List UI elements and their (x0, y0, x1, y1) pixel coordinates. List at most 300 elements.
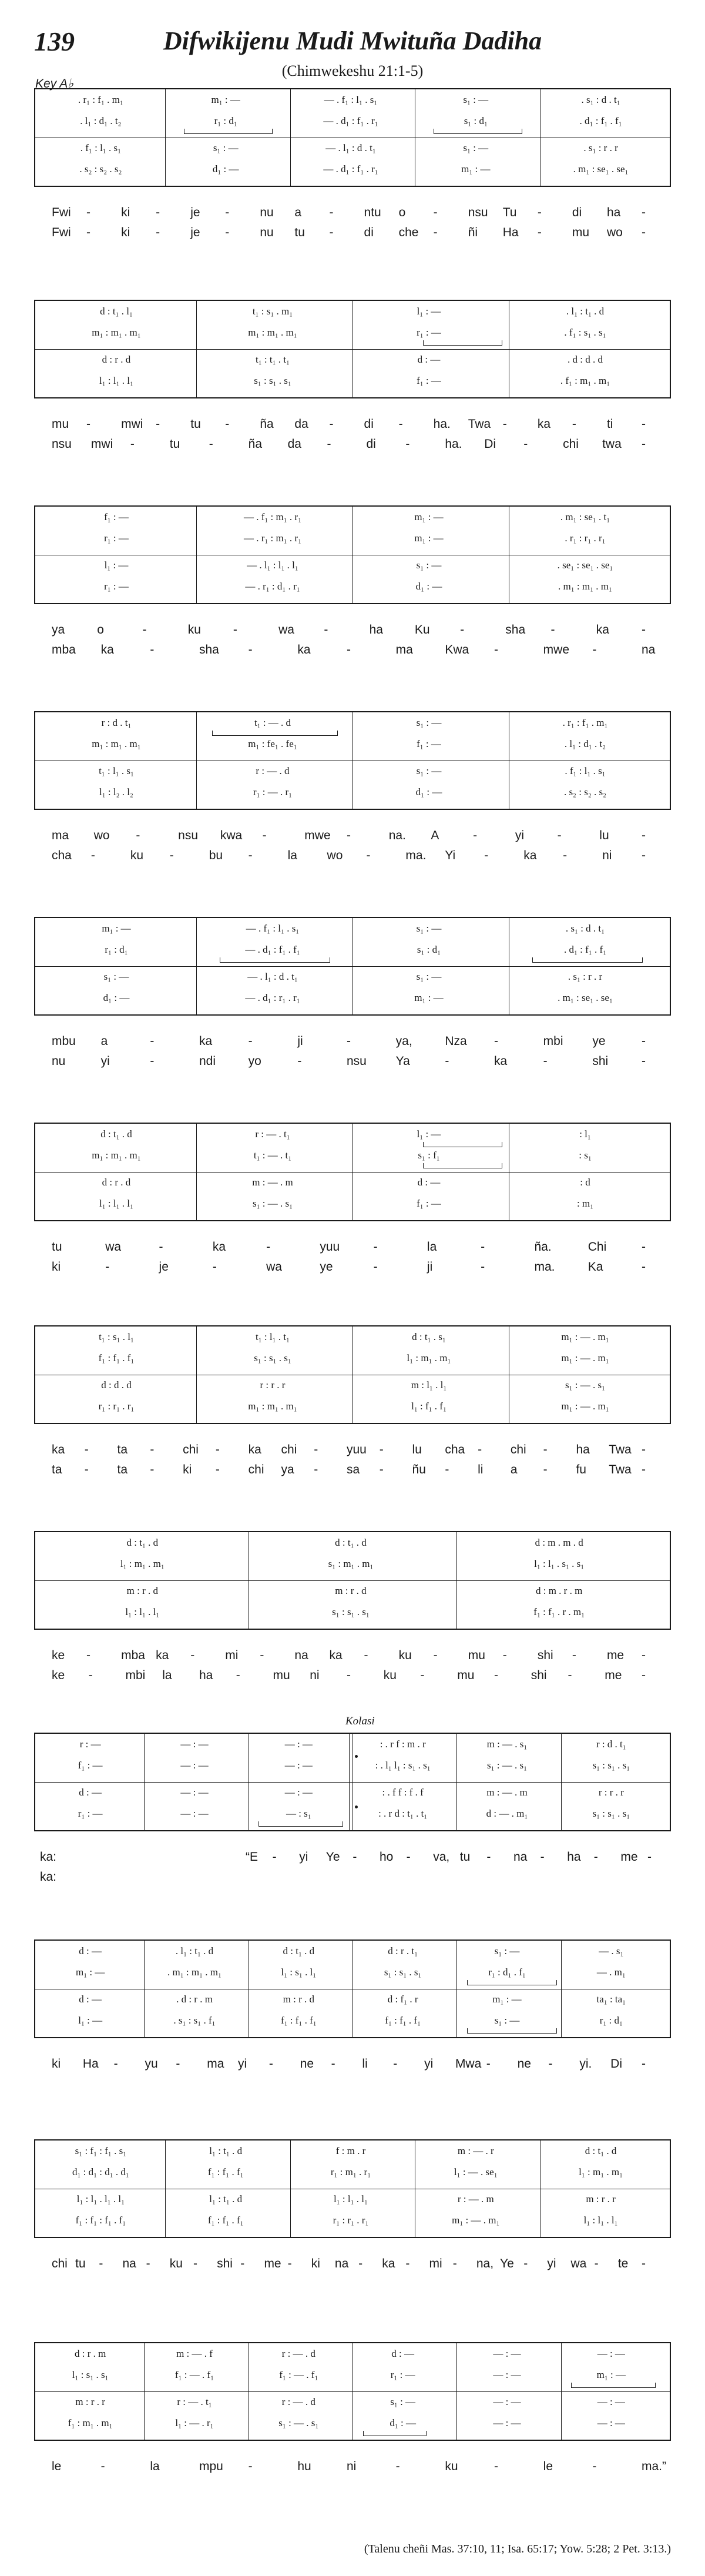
measure-notes: m₁ : — . m₁ (452, 2215, 500, 2226)
hyphen: - (347, 643, 351, 656)
measure-notes: r : d . t₁ (101, 717, 132, 728)
lyric-syllable: mi (429, 2257, 442, 2270)
lyric-syllable: mbi (125, 1669, 146, 1682)
voice-row (40, 1147, 665, 1164)
lyric-line (34, 641, 671, 659)
lyric-syllable: Kwa (445, 643, 469, 656)
lyric-syllable: ka (523, 849, 537, 862)
measure-notes: r₁ : d₁ . f₁ (488, 1967, 526, 1978)
lyric-syllable: ye (320, 1260, 333, 1274)
measure-notes: s₁ : — (494, 2015, 520, 2026)
hyphen: - (240, 2257, 245, 2270)
lyric-syllable: ka: (40, 1870, 57, 1884)
voice-row (40, 324, 665, 341)
hyphen: - (364, 1649, 368, 1662)
hyphen: - (272, 1850, 277, 1864)
lyric-syllable: li (478, 1463, 484, 1476)
measure-notes: d₁ : d₁ : d₁ . d₁ (72, 2166, 129, 2178)
measure-notes: . r₁ : f₁ . m₁ (562, 717, 608, 728)
measure-notes: . f₁ : l₁ . s₁ (565, 765, 606, 776)
hyphen: - (502, 1649, 507, 1662)
measure-notes: f₁ : — . f₁ (279, 2369, 318, 2380)
measure-notes: m : — . r (457, 2145, 494, 2156)
hyphen: - (642, 1034, 646, 1048)
measure-notes: f₁ : f₁ . r . m₁ (533, 1606, 585, 1617)
measure-notes: m : — . s₁ (486, 1738, 528, 1750)
hyphen: - (642, 1054, 646, 1068)
hyphen: - (379, 1463, 384, 1476)
voice-divider-line (34, 1580, 671, 1581)
lyric-syllable: o (97, 623, 104, 637)
score-system (0, 2342, 705, 2530)
hyphen: - (647, 1850, 652, 1864)
measure-notes: d : f₁ . r (387, 1994, 418, 2005)
voice-row (40, 1126, 665, 1143)
staff-box (34, 1123, 671, 1221)
voice-row (40, 2191, 665, 2207)
hyphen: - (642, 1443, 646, 1456)
lyric-syllable: me (606, 1649, 625, 1662)
lyric-syllable: mwe (304, 829, 331, 842)
measure-notes: s₁ : — . s₁ (486, 1760, 528, 1771)
measure-notes: . l₁ : t₁ . d (175, 1945, 214, 1957)
lyric-syllable: di (572, 206, 582, 219)
lyric-syllable: ka (596, 623, 609, 637)
measure-notes: r₁ : — (417, 327, 441, 338)
hyphen: - (225, 417, 230, 431)
lyric-syllable: A (431, 829, 439, 842)
lyric-syllable: Yi (445, 849, 456, 862)
lyric-line (34, 203, 671, 222)
lyric-syllable: wa (278, 623, 294, 637)
lyric-syllable: chi (183, 1443, 199, 1456)
measure-notes: : . r f : m . r (380, 1738, 426, 1750)
measure-notes: . se₁ : se₁ . se₁ (557, 560, 613, 571)
measure-notes: r : r . r (260, 1379, 286, 1391)
measure-notes: m₁ : — (492, 1994, 522, 2005)
score-system (0, 1531, 705, 1719)
measure-notes: f₁ : f₁ : f₁ . f₁ (75, 2215, 126, 2226)
lyric-syllable: Fwi (52, 226, 71, 239)
staff-box (34, 917, 671, 1016)
hyphen: - (523, 2257, 528, 2270)
lyric-syllable: ya (281, 1463, 294, 1476)
lyric-syllable: yo (248, 1054, 261, 1068)
measure-notes: . s₂ : s₂ . s₂ (563, 786, 607, 798)
lyric-syllable: ña (248, 437, 263, 451)
measure-notes: — . r₁ : d₁ . r₁ (245, 581, 300, 592)
lyric-syllable: Ye (325, 1850, 340, 1864)
measure-notes: m₁ : — (75, 1967, 105, 1978)
measure-notes: t₁ : s₁ . l₁ (99, 1331, 134, 1342)
measure-notes: . m₁ : m₁ . m₁ (167, 1967, 221, 1978)
lyric-syllable: Ka (588, 1260, 603, 1274)
lyric-syllable: tu (75, 2257, 86, 2270)
hyphen: - (557, 829, 562, 842)
measure-notes: d : — (391, 2348, 415, 2359)
hyphen: - (84, 1463, 89, 1476)
measure-notes: r₁ : d₁ (214, 115, 237, 126)
hyphen: - (537, 226, 542, 239)
lyric-syllable: la (287, 849, 297, 862)
lyric-line (34, 1868, 671, 1887)
lyric-syllable: ki (183, 1463, 192, 1476)
measure-notes: f₁ : — . f₁ (174, 2369, 214, 2380)
measure-notes: d : — (79, 1945, 102, 1957)
measure-notes: d : — (417, 354, 441, 365)
lyric-syllable: lu (412, 1443, 422, 1456)
hyphen: - (260, 1649, 264, 1662)
measure-notes: m₁ : fe₁ . fe₁ (248, 738, 297, 749)
lyric-line (34, 1032, 671, 1051)
lyric-syllable: ti (606, 417, 613, 431)
hyphen: - (212, 1260, 217, 1274)
measure-notes: l₁ : m₁ . m₁ (120, 1558, 164, 1569)
lyric-line (34, 2055, 671, 2073)
hyphen: - (445, 1054, 449, 1068)
lyric-syllable: ta (117, 1443, 128, 1456)
lyric-syllable: a (510, 1463, 518, 1476)
measure-notes: r : — (79, 1738, 101, 1750)
lyric-syllable: nu (52, 1054, 66, 1068)
voice-row (40, 1174, 665, 1191)
lyric-syllable: tu (459, 1850, 471, 1864)
lyric-line (34, 1441, 671, 1459)
lyric-syllable: ha (606, 206, 621, 219)
voice-row (40, 1784, 665, 1801)
measure-notes: — : s₁ (286, 1808, 311, 1819)
lyric-syllable: ya (52, 623, 65, 637)
measure-notes: l₁ : s₁ . s₁ (72, 2369, 109, 2380)
measure-notes: — : — (284, 1787, 313, 1798)
lyric-syllable: ki (121, 206, 130, 219)
lyric-syllable: nu (260, 206, 274, 219)
lyric-syllable: shi (592, 1054, 609, 1068)
voice-row (40, 1736, 665, 1753)
hyphen: - (543, 1443, 548, 1456)
measure-notes: . m₁ : se₁ . se₁ (558, 992, 613, 1003)
voice-row (40, 1964, 665, 1981)
hyphen: - (420, 1669, 425, 1682)
voice-row (40, 2367, 665, 2383)
lyric-line (34, 1238, 671, 1257)
tie-slur (467, 1980, 557, 1985)
lyric-syllable: ka (494, 1054, 508, 1068)
lyric-syllable: twa (602, 437, 622, 451)
lyric-syllable: sha (199, 643, 219, 656)
score-system (0, 505, 705, 694)
measure-notes: l₁ : f₁ . f₁ (411, 1401, 446, 1412)
measure-notes: f₁ : f₁ . f₁ (207, 2215, 244, 2226)
measure-notes: d₁ : — (415, 786, 442, 798)
measure-notes: — : — (180, 1787, 209, 1798)
measure-notes: l₁ : m₁ . m₁ (579, 2166, 623, 2178)
measure-notes: s₁ : f₁ : f₁ . s₁ (75, 2145, 127, 2156)
lyric-syllable: ta (52, 1463, 62, 1476)
lyric-syllable: ñi (468, 226, 478, 239)
measure-notes: r : — . t₁ (177, 2396, 212, 2407)
measure-notes: m₁ : — . m₁ (561, 1352, 609, 1364)
voice-row (40, 557, 665, 574)
hyphen: - (248, 1034, 253, 1048)
hyphen: - (486, 1850, 491, 1864)
measure-notes: . d : r . m (176, 1994, 213, 2005)
measure-notes: m₁ : m₁ . m₁ (248, 1401, 297, 1412)
measure-notes: m₁ : — (461, 163, 491, 175)
voice-row (40, 113, 665, 129)
voice-row (40, 920, 665, 937)
lyric-line (34, 826, 671, 845)
lyric-syllable: ka (100, 643, 114, 656)
lyric-line (34, 2457, 671, 2476)
hyphen: - (594, 2257, 599, 2270)
lyric-syllable: ñu (412, 1463, 426, 1476)
measure-notes: m : — . m (252, 1177, 293, 1188)
measure-notes: . s₁ : d . t₁ (581, 94, 620, 105)
hyphen: - (642, 1240, 646, 1254)
voice-row (40, 351, 665, 368)
lyric-syllable: di (364, 417, 374, 431)
measure-notes: t₁ : l₁ . s₁ (99, 765, 134, 776)
voice-row (40, 140, 665, 156)
lyric-syllable: shi (217, 2257, 233, 2270)
measure-notes: d₁ : — (415, 581, 442, 592)
measure-notes: d : m . r . m (535, 1585, 583, 1596)
lyric-syllable: mba (121, 1649, 145, 1662)
measure-notes: m : r . d (283, 1994, 314, 2005)
voice-row (40, 1805, 665, 1822)
measure-notes: m₁ : m₁ . m₁ (92, 1150, 141, 1161)
tie-slur (363, 2431, 427, 2436)
measure-notes: l₁ : — (104, 560, 129, 571)
measure-notes: s₁ : f₁ (418, 1150, 440, 1161)
lyric-syllable: yi. (579, 2057, 592, 2071)
hyphen: - (86, 226, 91, 239)
voice-row (40, 2012, 665, 2029)
lyric-line (34, 223, 671, 242)
tie-slur (212, 731, 338, 736)
measure-notes: t₁ : l₁ . t₁ (256, 1331, 290, 1342)
hyphen: - (537, 206, 542, 219)
measure-notes: s₁ : — (416, 765, 442, 776)
measure-notes: s₁ : — . s₁ (565, 1379, 606, 1391)
measure-notes: r₁ : — (104, 581, 129, 592)
hyphen: - (99, 2257, 103, 2270)
staff-box (34, 505, 671, 604)
hyphen: - (176, 2057, 180, 2071)
voice-row (40, 578, 665, 595)
hyphen: - (314, 1443, 318, 1456)
hyphen: - (324, 623, 328, 637)
measure-notes: . d₁ : f₁ . f₁ (579, 115, 622, 126)
measure-notes: d₁ : — (390, 2417, 416, 2428)
lyric-syllable: Twa (468, 417, 491, 431)
voice-row (40, 715, 665, 731)
hyphen: - (445, 1463, 449, 1476)
voice-row (40, 373, 665, 389)
lyric-syllable: yi (547, 2257, 556, 2270)
lyric-syllable: che (398, 226, 419, 239)
voice-row (40, 736, 665, 752)
voice-row (40, 2212, 665, 2229)
hyphen: - (352, 1850, 357, 1864)
measure-notes: r₁ : — (78, 1808, 103, 1819)
hyphen: - (550, 623, 555, 637)
measure-notes: s₁ : — (416, 971, 442, 982)
tie-slur (184, 129, 273, 134)
lyric-syllable: ha (576, 1443, 590, 1456)
lyric-syllable: mwi (121, 417, 143, 431)
hyphen: - (225, 226, 230, 239)
measure-notes: r₁ : — (390, 2369, 415, 2380)
measure-notes: s₁ : — . s₁ (278, 2417, 319, 2428)
lyric-syllable: na (513, 1850, 528, 1864)
lyric-syllable: la (150, 2460, 160, 2473)
lyric-syllable: je (190, 206, 200, 219)
measure-notes: r : — . d (281, 2348, 315, 2359)
hyphen: - (478, 1443, 482, 1456)
measure-notes: : m₁ (576, 1198, 594, 1209)
measure-notes: d : — (417, 1177, 441, 1188)
voice-row (40, 2346, 665, 2362)
tie-slur (220, 957, 330, 963)
lyric-syllable: ke (52, 1669, 65, 1682)
voice-row (40, 1583, 665, 1599)
hyphen: - (156, 226, 160, 239)
measure-notes: s₁ : d₁ (417, 944, 441, 955)
hyphen: - (287, 2257, 292, 2270)
hyphen: - (156, 206, 160, 219)
measure-notes: . r₁ : f₁ . m₁ (78, 94, 123, 105)
lyric-line (34, 1460, 671, 1479)
hyphen: - (642, 1669, 646, 1682)
lyric-syllable: ka: (40, 1850, 57, 1864)
measure-notes: m : — . f (176, 2348, 213, 2359)
voice-row (40, 2143, 665, 2159)
hyphen: - (642, 1260, 646, 1274)
tie-slur (532, 957, 643, 963)
tie-slur (423, 340, 502, 346)
lyric-syllable: wa (266, 1260, 282, 1274)
measure-notes: — . l₁ : l₁ . l₁ (247, 560, 298, 571)
lyric-syllable: ma. (405, 849, 427, 862)
measure-notes: l₁ : l₁ . s₁ . s₁ (534, 1558, 585, 1569)
lyric-line (34, 415, 671, 434)
staff-box (34, 1939, 671, 2038)
measure-notes: r : — . m (457, 2193, 494, 2205)
hyphen: - (86, 206, 91, 219)
lyric-syllable: mwe (543, 643, 569, 656)
lyric-syllable: Di (610, 2057, 622, 2071)
lyric-syllable: na (642, 643, 656, 656)
score-system (0, 917, 705, 1105)
hyphen: - (642, 437, 646, 451)
hyphen: - (150, 643, 155, 656)
voice-row (40, 942, 665, 958)
lyric-syllable: di (366, 437, 376, 451)
hyphen: - (433, 206, 438, 219)
lyric-syllable: na (122, 2257, 136, 2270)
lyric-syllable: va, (433, 1850, 450, 1864)
measure-notes: : . l₁ l₁ : s₁ . s₁ (375, 1760, 431, 1771)
lyric-line (34, 1646, 671, 1665)
hyphen: - (86, 1649, 91, 1662)
lyric-syllable: Ku (414, 623, 430, 637)
measure-notes: — : — (597, 2417, 625, 2428)
lyric-syllable: nsu (468, 206, 488, 219)
measure-notes: l₁ : — . se₁ (454, 2166, 498, 2178)
lyric-syllable: la (162, 1669, 172, 1682)
measure-notes: l₁ : — (78, 2015, 103, 2026)
lyric-line (34, 1848, 671, 1867)
voice-row (40, 1195, 665, 1212)
lyric-syllable: ma. (534, 1260, 555, 1274)
lyric-syllable: ki (52, 1260, 61, 1274)
hyphen: - (393, 2057, 398, 2071)
lyric-syllable: ña (260, 417, 274, 431)
measure-notes: l₁ : — (417, 1128, 441, 1140)
measure-notes: m₁ : — (414, 992, 444, 1003)
measure-notes: s₁ : — (390, 2396, 416, 2407)
hyphen: - (327, 437, 331, 451)
measure-notes: f₁ : f₁ . f₁ (207, 2166, 244, 2178)
hyphen: - (494, 2460, 498, 2473)
lyric-syllable: ka (199, 1034, 213, 1048)
lyric-syllable: mbi (543, 1034, 563, 1048)
lyric-syllable: ki (121, 226, 130, 239)
measure-notes: m₁ : m₁ . m₁ (92, 327, 141, 338)
measure-notes: . f₁ : l₁ . s₁ (80, 142, 122, 153)
measure-notes: . f₁ : s₁ . s₁ (564, 327, 606, 338)
measure-notes: . m₁ : se₁ . se₁ (573, 163, 629, 175)
measure-notes: m₁ : — . m₁ (561, 1401, 609, 1412)
hyphen: - (347, 1034, 351, 1048)
lyric-syllable: shi (531, 1669, 547, 1682)
lyric-syllable: la (427, 1240, 437, 1254)
lyric-syllable: lu (599, 829, 609, 842)
measure-notes: d : — (79, 1787, 102, 1798)
lyric-syllable: mu (273, 1669, 290, 1682)
measure-notes: r : r . r (598, 1787, 624, 1798)
measure-notes: l₁ : l₁ . l₁ (125, 1606, 160, 1617)
lyric-syllable: Di (484, 437, 496, 451)
measure-notes: l₁ : t₁ . d (209, 2193, 243, 2205)
measure-notes: . d₁ : f₁ . f₁ (563, 944, 607, 955)
measure-notes: — . d₁ : r₁ . r₁ (245, 992, 300, 1003)
hyphen: - (452, 2257, 457, 2270)
hyphen: - (563, 849, 568, 862)
lyric-syllable: je (190, 226, 200, 239)
measure-notes: — . d₁ : f₁ . r₁ (323, 115, 378, 126)
hyphen: - (314, 1463, 318, 1476)
lyric-syllable: ni (602, 849, 612, 862)
lyric-syllable: chi (563, 437, 579, 451)
hyphen: - (642, 206, 646, 219)
lyric-syllable: ka (52, 1443, 65, 1456)
lyric-syllable: Ye (500, 2257, 514, 2270)
measure-notes: s₁ : s₁ . s₁ (254, 1352, 291, 1364)
measure-notes: f : m . r (335, 2145, 366, 2156)
measure-notes: s₁ : — (416, 560, 442, 571)
hyphen: - (473, 829, 478, 842)
measure-notes: s₁ : d₁ (464, 115, 488, 126)
measure-notes: r : — . t₁ (255, 1128, 290, 1140)
measure-notes: r₁ : r₁ . r₁ (98, 1401, 135, 1412)
hyphen: - (150, 1463, 155, 1476)
lyric-syllable: nsu (347, 1054, 367, 1068)
lyric-syllable: Ya (395, 1054, 410, 1068)
measure-notes: s₁ : — (494, 1945, 520, 1957)
